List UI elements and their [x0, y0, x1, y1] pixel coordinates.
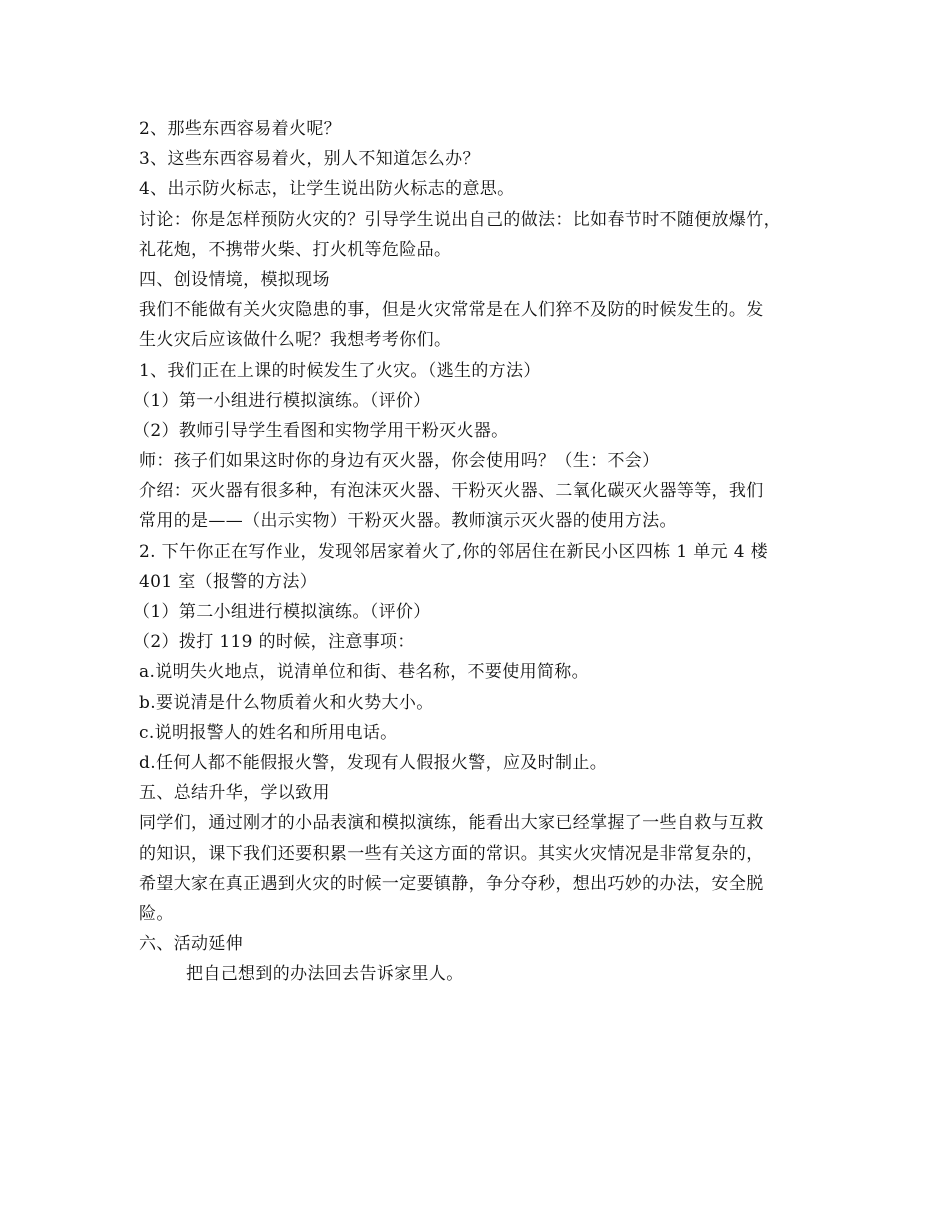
section-heading-6: 六、活动延伸	[139, 934, 244, 955]
text-line-extension: 把自己想到的办法回去告诉家里人。	[186, 964, 464, 985]
text-line-summary-3: 希望大家在真正遇到火灾的时候一定要镇静，争分夺秒，想出巧妙的办法，安全脱	[139, 873, 764, 894]
text-line-note-b: b.要说清是什么物质着火和火势大小。	[139, 692, 434, 713]
text-line-discussion-cont: 礼花炮，不携带火柴、打火机等危险品。	[139, 239, 452, 260]
text-line-sub-2: （2）教师引导学生看图和实物学用干粉灭火器。	[133, 420, 509, 441]
text-line-intro-cont: 常用的是——（出示实物）干粉灭火器。教师演示灭火器的使用方法。	[139, 511, 677, 532]
text-line-sub-1: （1）第一小组进行模拟演练。（评价）	[133, 390, 431, 411]
text-line-summary-2: 的知识，课下我们还要积累一些有关这方面的常识。其实火灾情况是非常复杂的，	[139, 843, 764, 864]
text-line-summary: 同学们，通过刚才的小品表演和模拟演练，能看出大家已经掌握了一些自救与互救	[139, 813, 764, 834]
text-line-question-3: 3、这些东西容易着火，别人不知道怎么办？	[139, 149, 480, 170]
text-line-sub-4: （2）拨打 119 的时候，注意事项：	[133, 632, 415, 653]
text-line-question-4: 4、出示防火标志，让学生说出防火标志的意思。	[139, 179, 515, 200]
text-line-summary-4: 险。	[139, 903, 174, 924]
text-line-note-c: c.说明报警人的姓名和所用电话。	[139, 722, 398, 743]
text-line-scenario-2-cont: 401 室（报警的方法）	[139, 571, 318, 592]
text-line-intro: 介绍：灭火器有很多种，有泡沫灭火器、干粉灭火器、二氧化碳灭火器等等，我们	[139, 481, 764, 502]
text-line-note-a: a.说明失火地点，说清单位和街、巷名称，不要使用简称。	[139, 662, 589, 683]
text-line-discussion: 讨论：你是怎样预防火灾的？引导学生说出自己的做法：比如春节时不随便放爆竹，	[139, 209, 781, 230]
text-line-scenario-1: 1、我们正在上课的时候发生了火灾。（逃生的方法）	[139, 360, 541, 381]
text-line-note-d: d.任何人都不能假报火警，发现有人假报火警，应及时制止。	[139, 752, 608, 773]
text-line-paragraph: 我们不能做有关火灾隐患的事，但是火灾常常是在人们猝不及防的时候发生的。发	[139, 300, 764, 321]
text-line-paragraph-cont: 生火灾后应该做什么呢？我想考考你们。	[139, 330, 452, 351]
text-line-teacher: 师：孩子们如果这时你的身边有灭火器，你会使用吗？（生：不会）	[139, 451, 660, 472]
section-heading-5: 五、总结升华，学以致用	[139, 783, 330, 804]
text-line-scenario-2: 2. 下午你正在写作业，发现邻居家着火了,你的邻居住在新民小区四栋 1 单元 4 楼	[139, 541, 768, 562]
section-heading-4: 四、创设情境，模拟现场	[139, 269, 330, 290]
text-line-sub-3: （1）第二小组进行模拟演练。（评价）	[133, 602, 431, 622]
text-line-question-2: 2、那些东西容易着火呢？	[139, 119, 342, 139]
